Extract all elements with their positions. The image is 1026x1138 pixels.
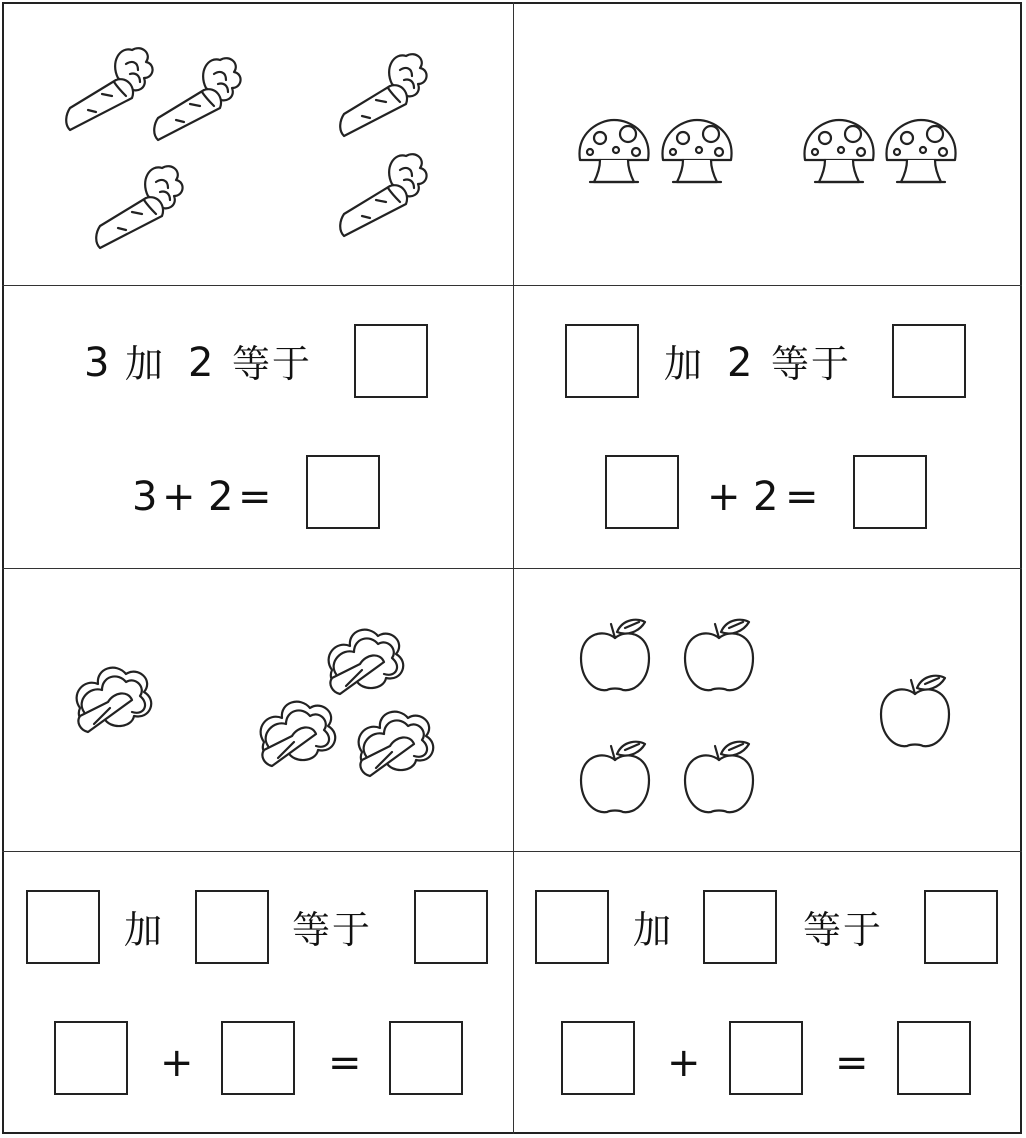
equals-sign: = bbox=[328, 1040, 362, 1086]
answer-box[interactable] bbox=[605, 455, 679, 529]
carrot-icon bbox=[340, 54, 426, 136]
word-equals: 等于 bbox=[803, 908, 884, 952]
apple-icon bbox=[881, 676, 949, 747]
equals-sign: = bbox=[785, 474, 819, 520]
picture-carrots bbox=[2, 2, 513, 285]
apple-icon bbox=[685, 742, 753, 813]
answer-box[interactable] bbox=[54, 1021, 128, 1095]
cabbage-icon bbox=[77, 668, 152, 732]
answer-box[interactable] bbox=[897, 1021, 971, 1095]
equals-sign: = bbox=[835, 1040, 869, 1086]
picture-cabbages bbox=[2, 568, 513, 851]
word-equals: 等于 bbox=[292, 908, 373, 952]
answer-box[interactable] bbox=[221, 1021, 295, 1095]
cabbage-icon bbox=[329, 630, 404, 694]
carrot-icon bbox=[154, 58, 240, 140]
number-2: 2 bbox=[208, 474, 234, 520]
answer-box[interactable] bbox=[892, 324, 966, 398]
word-plus: 加 bbox=[124, 908, 165, 952]
mushroom-icon bbox=[580, 120, 649, 182]
answer-box[interactable] bbox=[389, 1021, 463, 1095]
number-2: 2 bbox=[727, 340, 753, 386]
answer-box[interactable] bbox=[306, 455, 380, 529]
answer-box[interactable] bbox=[729, 1021, 803, 1095]
equation-panel-2 bbox=[513, 285, 1022, 568]
equation-panel-1 bbox=[2, 285, 513, 568]
apple-icon bbox=[581, 620, 649, 691]
cabbage-icon bbox=[261, 702, 336, 766]
plus-sign: + bbox=[667, 1040, 701, 1086]
answer-box[interactable] bbox=[26, 890, 100, 964]
mushroom-icon bbox=[663, 120, 732, 182]
answer-box[interactable] bbox=[535, 890, 609, 964]
word-plus: 加 bbox=[125, 342, 166, 386]
carrot-icon bbox=[66, 48, 152, 130]
word-plus: 加 bbox=[664, 342, 705, 386]
word-equals: 等于 bbox=[232, 342, 313, 386]
answer-box[interactable] bbox=[414, 890, 488, 964]
mushroom-icon bbox=[805, 120, 874, 182]
carrot-icon bbox=[96, 166, 182, 248]
word-plus: 加 bbox=[633, 908, 674, 952]
equals-sign: = bbox=[238, 474, 272, 520]
mushroom-icon bbox=[887, 120, 956, 182]
answer-box[interactable] bbox=[565, 324, 639, 398]
cabbage-icon bbox=[359, 712, 434, 776]
plus-sign: + bbox=[160, 1040, 194, 1086]
carrot-icon bbox=[340, 154, 426, 236]
answer-box[interactable] bbox=[703, 890, 777, 964]
answer-box[interactable] bbox=[853, 455, 927, 529]
apple-icon bbox=[581, 742, 649, 813]
answer-box[interactable] bbox=[561, 1021, 635, 1095]
number-2: 2 bbox=[753, 474, 779, 520]
answer-box[interactable] bbox=[195, 890, 269, 964]
number-2: 2 bbox=[188, 340, 214, 386]
number-3: 3 bbox=[132, 474, 158, 520]
equation-panel-4 bbox=[513, 851, 1022, 1134]
worksheet bbox=[2, 2, 1022, 1134]
picture-mushrooms bbox=[513, 2, 1022, 285]
plus-sign: + bbox=[707, 474, 741, 520]
number-3: 3 bbox=[84, 340, 110, 386]
answer-box[interactable] bbox=[924, 890, 998, 964]
picture-apples bbox=[513, 568, 1022, 851]
plus-sign: + bbox=[162, 474, 196, 520]
equation-panel-3 bbox=[2, 851, 513, 1134]
word-equals: 等于 bbox=[771, 342, 852, 386]
apple-icon bbox=[685, 620, 753, 691]
answer-box[interactable] bbox=[354, 324, 428, 398]
